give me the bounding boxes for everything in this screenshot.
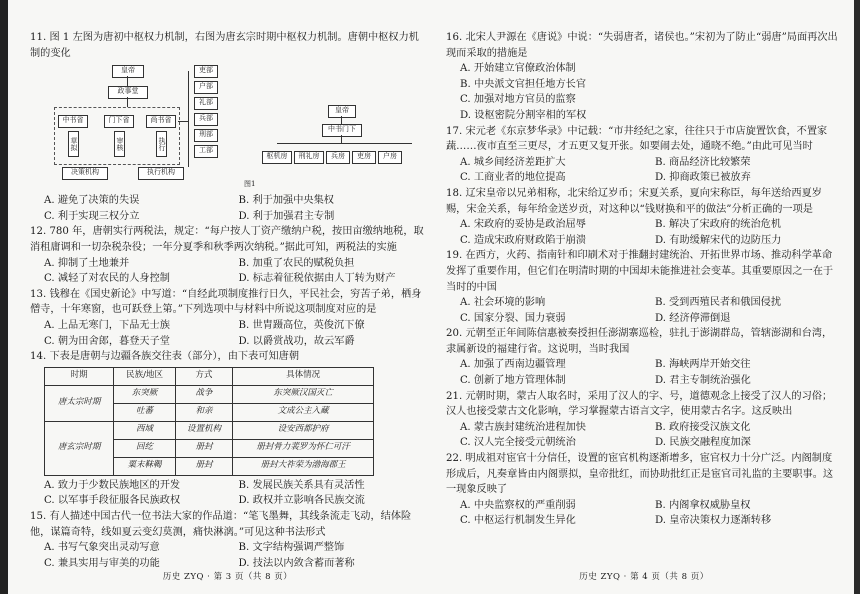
option: B. 受到西殖民者和俄国侵扰 <box>655 297 782 309</box>
question-20 <box>446 326 842 388</box>
option: A. 书写气象突出灵动写意 <box>44 542 160 554</box>
option: B. 解决了宋政府的统治危机 <box>655 219 782 231</box>
option: A. 致力于少数民族地区的开发 <box>44 479 181 491</box>
option: C. 以军事手段征服各民族政权 <box>44 495 181 507</box>
fig-left-draft: 草拟 <box>68 131 79 157</box>
fig-left-decision: 决策机构 <box>62 167 108 180</box>
option: A. 社会环境的影响 <box>460 297 546 309</box>
question-20-stem: 20. 元朝至正年间陈信惠被奏授担任澎湖寨巡检，驻扎于澎湖群岛，管辖澎湖和台湾，隶属新设的福建行省。这说明，当时我国 <box>446 328 833 355</box>
table-cell: 和亲 <box>175 403 232 421</box>
option: B. 文字结构强调严整饰 <box>238 542 345 554</box>
table-cell: 文成公主入藏 <box>233 403 374 421</box>
fig-office-1: 刑礼房 <box>294 151 324 164</box>
question-11 <box>30 30 425 224</box>
option: A. 抑制了土地兼并 <box>44 257 130 269</box>
figure-caption: 图1 <box>244 180 256 189</box>
period-cell: 唐玄宗时期 <box>45 421 114 475</box>
question-15 <box>30 509 425 571</box>
question-15-stem: 15. 有人描述中国古代一位书法大家的作品道：“笔飞墨舞，其线条流走飞动，结体险他，谋篇奇特，线如夏云变幻莫测，痛快淋漓。”可见这种书法形式 <box>30 510 412 538</box>
fig-left-zhongshu: 中书省 <box>58 115 88 128</box>
question-15-options <box>30 540 425 571</box>
question-11-options <box>30 193 425 224</box>
fig-office-0: 枢机房 <box>262 151 292 164</box>
question-13-options <box>30 318 425 349</box>
question-20-options <box>446 357 842 388</box>
question-16-stem: 16. 北宋人尹源在《唐说》中说：“失弱唐者，诸侯也。”宋初为了防止“弱唐”局面再次出现而采取的措施是 <box>446 32 838 59</box>
option: D. 利于加强君主专制 <box>238 210 335 222</box>
question-17-stem: 17. 宋元老《东京梦华录》中记载：“市井经纪之家，往往只于市店旋置饮食，不置家蔬……夜市直至三更尽，才五更又复开张。如要闹去处，通晓不绝。”由此可见当时 <box>446 125 828 153</box>
option: B. 利于加强中央集权 <box>238 195 334 207</box>
fig-left-menxia: 门下省 <box>104 115 134 128</box>
option: B. 海峡两岸开始交往 <box>655 359 751 371</box>
table-cell: 吐蕃 <box>114 403 175 421</box>
table-cell: 粟末靺鞨 <box>114 457 175 475</box>
fig-left-shangshu: 尚书省 <box>146 115 176 128</box>
option: D. 有助缓解宋代的边防压力 <box>655 234 782 246</box>
figure-1 <box>30 63 425 191</box>
table-header: 方式 <box>175 367 232 385</box>
left-column <box>30 30 425 594</box>
option: C. 汉人完全接受元朝统治 <box>460 437 576 449</box>
fig-ministry-2: 礼部 <box>194 97 218 110</box>
fig-right-emperor: 皇帝 <box>328 105 356 118</box>
option: D. 民族交融程度加深 <box>655 437 751 449</box>
fig-left-execute: 执行 <box>156 131 167 157</box>
option: B. 发展民族关系具有灵活性 <box>238 479 365 491</box>
option: D. 以爵赏战功，故云军爵 <box>238 335 355 347</box>
question-21-stem: 21. 元朝时期，蒙古人取名时，采用了汉人的字、号，道德观念上接受了汉人的习俗；汉人也接受蒙古文化影响，学习掌握蒙古语言文字，使用蒙古名字。这反映出 <box>446 390 833 418</box>
table-cell: 东突厥汉国灭亡 <box>233 385 374 403</box>
question-13-stem: 13. 钱穆在《国史新论》中写道：“自经此项制度推行日久，平民社会，穷苦子弟，栖身僧寺，十年寒窗，也可跃登上第。”下列选项中与材料中所说这项制度对应的是 <box>30 288 422 316</box>
fig-ministry-0: 吏部 <box>194 65 218 78</box>
option: C. 利于实现三权分立 <box>44 210 140 222</box>
fig-left-emperor: 皇帝 <box>112 65 144 78</box>
option: A. 上品无寒门，下品无士族 <box>44 319 170 331</box>
question-16 <box>446 30 842 124</box>
period-cell: 唐太宗时期 <box>45 385 114 421</box>
question-19-stem: 19. 在西方，火药、指南针和印刷术对于推翻封建统治、开拓世界市场、推动科学革命发挥了重要作用，但它们在明清时期的中国却未能推进社会变革。其重要原因之一在于当时的中国 <box>446 250 834 293</box>
option: C. 朝为田舍郎，暮登天子堂 <box>44 335 170 347</box>
option: C. 加强对地方官员的监察 <box>460 94 576 106</box>
fig-ministry-5: 工部 <box>194 145 218 158</box>
option: C. 造成宋政府财政陷于崩溃 <box>460 234 586 246</box>
scan-edge-right <box>854 0 860 594</box>
option: C. 兼具实用与审美的功能 <box>44 557 160 569</box>
option: C. 减轻了对农民的人身控制 <box>44 273 170 285</box>
question-21 <box>446 389 842 451</box>
question-22-stem: 22. 明成祖对宦官十分信任，设置的宦官机构逐渐增多，宦官权力十分广泛。内阁制度形成后，凡奏章皆由内阁票拟，皇帝批红，而协助批红正是宦官司礼监的主要职事。这一现象反映了 <box>446 453 834 496</box>
option: B. 加重了农民的赋税负担 <box>238 257 355 269</box>
option: B. 中央派文官担任地方长官 <box>460 78 587 90</box>
page-footer-right: 历史 ZYQ · 第 4 页（共 8 页） <box>579 572 709 582</box>
page-footer-left: 历史 ZYQ · 第 3 页（共 8 页） <box>162 572 293 582</box>
question-22 <box>446 451 842 529</box>
question-12-stem: 12. 780 年，唐朝实行两税法，规定：“每户按人丁资产缴纳户税，按田亩缴纳地税，取消租庸调和一切杂税杂役；一年分夏季和秋季两次纳税。”据此可知，两税法的实施 <box>30 226 424 253</box>
option: A. 中央监察权的严重削弱 <box>460 499 576 511</box>
option: A. 蒙古族封建统治进程加快 <box>460 421 586 433</box>
question-21-options <box>446 420 842 451</box>
table-cell: 设置机构 <box>175 421 232 439</box>
question-19-options <box>446 295 842 326</box>
option: A. 开始建立官僚政治体制 <box>460 63 576 75</box>
fig-office-2: 兵房 <box>326 151 350 164</box>
option: D. 政权并立影响各民族交流 <box>238 495 365 507</box>
question-12 <box>30 224 425 286</box>
option: D. 抑商政策已被放弃 <box>655 172 751 184</box>
option: D. 设枢密院分割宰相的军权 <box>460 109 587 121</box>
option: A. 城乡间经济差距扩大 <box>460 156 566 168</box>
table-row <box>45 385 374 403</box>
question-12-options <box>30 256 425 287</box>
question-14-stem: 14. 下表是唐朝与边疆各族交往表（部分），由下表可知唐朝 <box>30 351 300 363</box>
question-14-table <box>44 367 374 476</box>
table-cell: 册封 <box>175 439 232 457</box>
question-14-options <box>30 478 425 509</box>
option: C. 工商业者的地位提高 <box>460 172 566 184</box>
question-11-stem: 11. 图 1 左图为唐初中枢权力机制，右图为唐玄宗时期中枢权力机制。唐朝中枢权力机制的变化 <box>30 32 419 59</box>
option: D. 皇帝决策权力逐渐转移 <box>655 515 772 527</box>
table-header: 民族/地区 <box>114 367 175 385</box>
table-cell: 册封 <box>175 457 232 475</box>
question-17 <box>446 124 842 186</box>
question-18 <box>446 186 842 248</box>
option: D. 标志着征税依据由人丁转为财产 <box>238 273 396 285</box>
option: D. 经济停滞倒退 <box>655 312 731 324</box>
fig-ministry-4: 刑部 <box>194 129 218 142</box>
fig-ministry-3: 兵部 <box>194 113 218 126</box>
option: C. 国家分裂、国力衰弱 <box>460 312 566 324</box>
fig-left-council: 政事堂 <box>108 86 148 99</box>
table-header: 时期 <box>45 367 114 385</box>
option: D. 君主专制统治强化 <box>655 375 751 387</box>
question-13 <box>30 287 425 349</box>
option: B. 世胄蹑高位，英俊沉下僚 <box>238 319 365 331</box>
option: B. 商品经济比较繁荣 <box>655 156 751 168</box>
question-18-options <box>446 217 842 248</box>
scan-edge-left <box>0 0 8 594</box>
question-16-options <box>446 61 842 123</box>
table-header: 具体情况 <box>233 367 374 385</box>
table-cell: 战争 <box>175 385 232 403</box>
question-19 <box>446 248 842 326</box>
fig-office-3: 吏房 <box>352 151 376 164</box>
question-22-options <box>446 498 842 529</box>
option: A. 加强了西南边疆管理 <box>460 359 566 371</box>
table-cell: 册封骨力裴罗为怀仁可汗 <box>233 439 374 457</box>
option: B. 内阁拿权威胁皇权 <box>655 499 751 511</box>
option: D. 技法以内敛含蓄而著称 <box>238 557 355 569</box>
option: B. 政府接受汉族文化 <box>655 421 751 433</box>
fig-left-exec-org: 执行机构 <box>138 167 184 180</box>
option: C. 中枢运行机制发生异化 <box>460 515 576 527</box>
table-row <box>45 421 374 439</box>
right-column <box>446 30 842 594</box>
question-14 <box>30 349 425 509</box>
question-17-options <box>446 155 842 186</box>
fig-ministry-1: 户部 <box>194 81 218 94</box>
table-cell: 回纥 <box>114 439 175 457</box>
table-cell: 西域 <box>114 421 175 439</box>
fig-office-4: 户房 <box>378 151 402 164</box>
fig-left-review: 审核 <box>114 131 125 157</box>
option: A. 宋政府的妥协是政治屈辱 <box>460 219 586 231</box>
table-cell: 册封大祚荣为渤海郡王 <box>233 457 374 475</box>
option: A. 避免了决策的失误 <box>44 195 140 207</box>
fig-right-council: 中书门下 <box>322 124 362 137</box>
question-18-stem: 18. 辽宋皇帝以兄弟相称，北宋给辽岁币；宋夏关系，夏向宋称臣，每年送给西夏岁赐，宋金关系，每年给金送岁贡，对这种以“钱财换和平的做法”分析正确的一项是 <box>446 187 822 215</box>
table-cell: 东突厥 <box>114 385 175 403</box>
option: C. 创新了地方管理体制 <box>460 375 566 387</box>
table-cell: 设安西都护府 <box>233 421 374 439</box>
